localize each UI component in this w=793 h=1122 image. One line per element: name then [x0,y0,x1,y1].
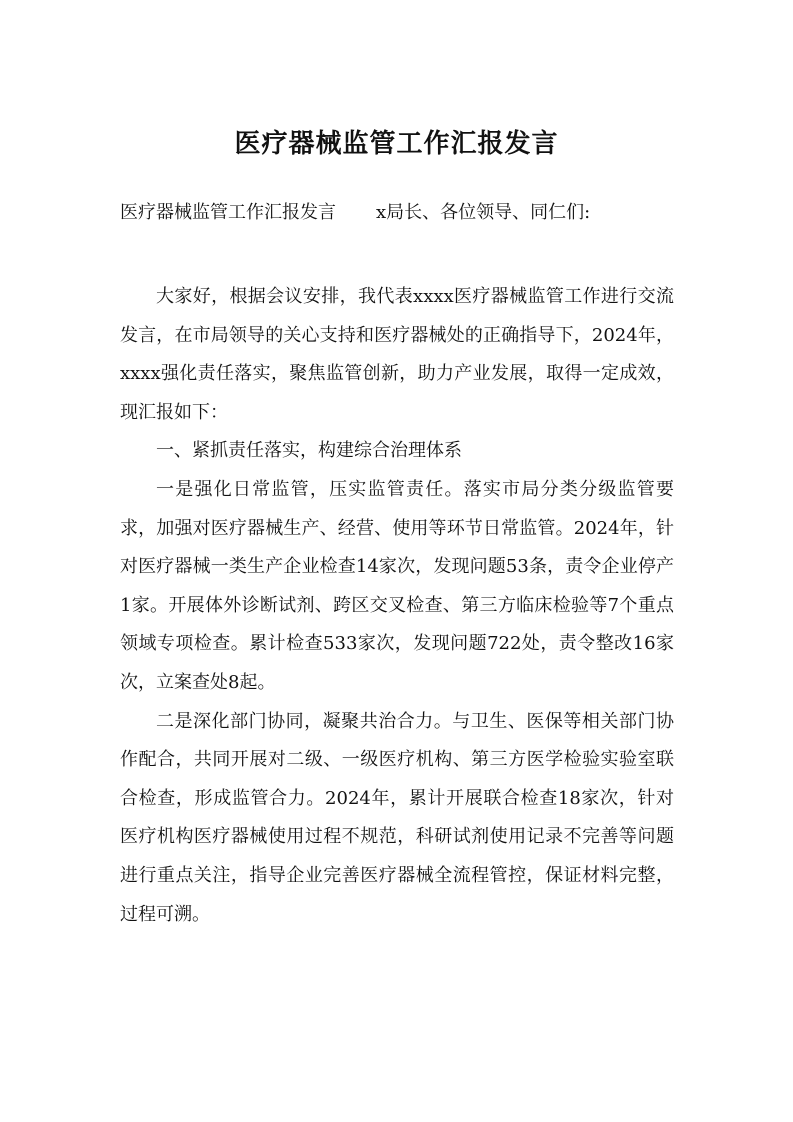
subtitle-left: 医疗器械监管工作汇报发言 [120,202,336,223]
paragraph-department-coordination: 二是深化部门协同，凝聚共治合力。与卫生、医保等相关部门协作配合，共同开展对二级、一级医疗机构、第三方医学检验实验室联合检查，形成监管合力。2024年，累计开展联合检查18家次，针对医疗机构医疗器械使用过程不规范，科研试剂使用记录不完善等问题进行重点关注，指导企业完善医疗器械全流程管控，保证材料完整，过程可溯。 [120,710,674,925]
subtitle-row [120,196,680,230]
document-body [120,278,674,934]
paragraph-daily-supervision: 一是强化日常监管，压实监管责任。落实市局分类分级监管要求，加强对医疗器械生产、经营、使用等环节日常监管。2024年，针对医疗器械一类生产企业检查14家次，发现问题53条，责令企业停产1家。开展体外诊断试剂、跨区交叉检查、第三方临床检验等7个重点领域专项检查。累计检查533家次，发现问题722处，责令整改16家次，立案查处8起。 [120,478,674,693]
document-title: 医疗器械监管工作汇报发言 [234,129,559,159]
section-heading-1: 一、紧抓责任落实，构建综合治理体系 [156,440,462,462]
paragraph-intro: 大家好，根据会议安排，我代表xxxx医疗器械监管工作进行交流发言，在市局领导的关心支持和医疗器械处的正确指导下，2024年，xxxx强化责任落实，聚焦监管创新，助力产业发展，取得一定成效，现汇报如下： [120,286,674,423]
subtitle-right: x局长、各位领导、同仁们: [376,202,591,223]
